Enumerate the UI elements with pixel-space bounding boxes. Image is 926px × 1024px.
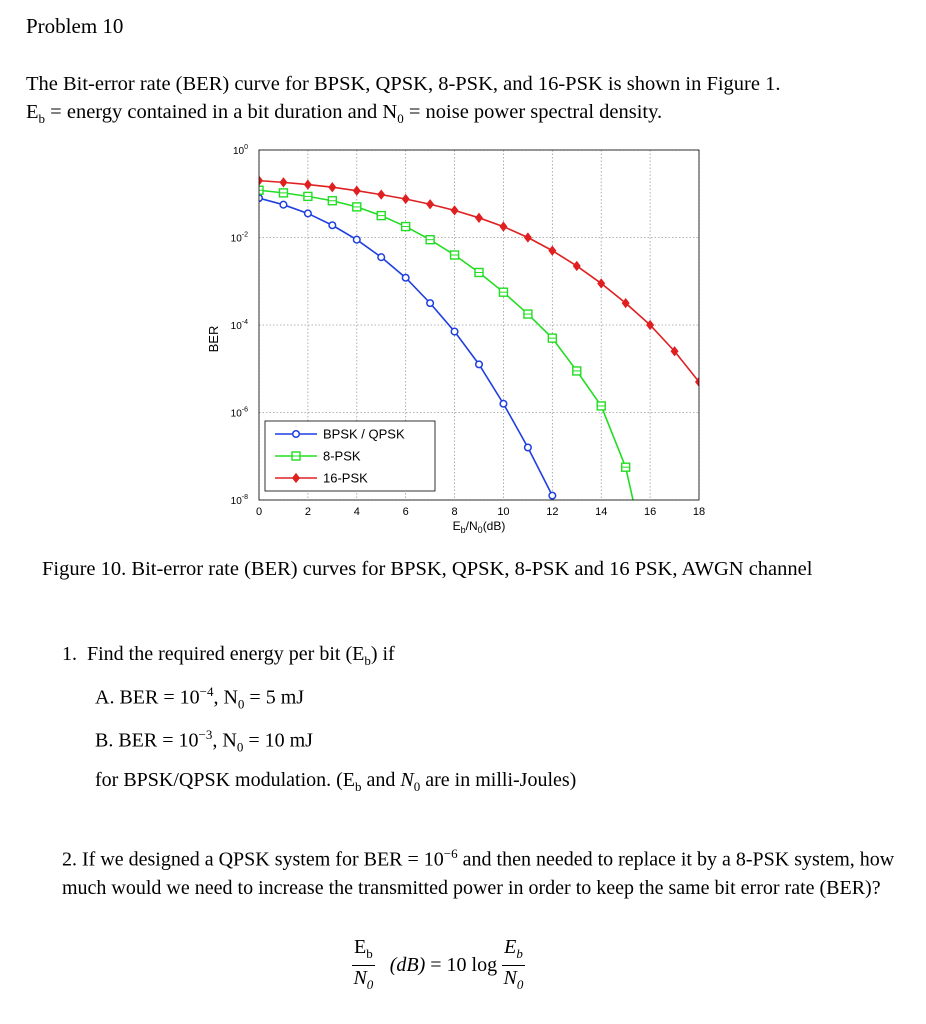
data-point-circle: [427, 300, 434, 307]
intro-line-1: The Bit-error rate (BER) curve for BPSK, QPSK, 8-PSK, and 16-PSK is shown in Figure 1.: [26, 73, 781, 95]
y-tick-base: 10: [232, 146, 245, 157]
x-tick-label: 2: [304, 506, 311, 518]
y-tick-exponent: -8: [241, 494, 248, 501]
x-tick-label: 8: [451, 506, 458, 518]
x-axis-label-part: E: [452, 519, 461, 533]
db-formula: [352, 936, 525, 997]
formula-lhs-fraction: $\frac{E_b}{N_0}$: [353, 936, 374, 992]
legend-label: 8-PSK: [323, 448, 361, 464]
y-tick-base: 10: [230, 496, 242, 507]
data-point-circle: [549, 492, 556, 499]
x-tick-label: 0: [255, 506, 263, 518]
formula-rhs-fraction: $\frac{E_b}{N_0}$: [503, 936, 524, 992]
y-tick-base: 10: [230, 321, 242, 332]
chart-legend: [265, 421, 435, 491]
x-axis-label: [453, 519, 506, 535]
question-2: 2. If we designed a QPSK system for BER = $10^{-6}$ and then needed to replace it by a 8-PSK system, how much would we need to increase the transmitted power in order to keep the same bit error rate (BER)?: [62, 846, 895, 899]
question-1-condition: for BPSK/QPSK modulation. ($E_b$ and $N_0$ are in milli-Joules): [95, 769, 577, 794]
x-axis-label-part: b: [460, 525, 466, 535]
x-tick-label: 14: [595, 506, 608, 518]
question-1a: A. BER = $10^{-4}$, $N_0 = 5$ mJ: [95, 684, 305, 712]
x-axis-label-part: 0: [477, 525, 483, 535]
data-point-circle: [451, 328, 458, 335]
data-point-circle: [329, 222, 336, 229]
data-point-circle: [280, 201, 287, 208]
problem-title: Problem 10: [26, 14, 124, 38]
x-tick-label: 6: [402, 506, 409, 518]
y-tick-label: [231, 494, 248, 507]
data-point-circle: [402, 274, 409, 281]
y-tick-label: [231, 232, 248, 245]
x-tick-label: 16: [643, 506, 657, 518]
x-tick-label: 4: [353, 506, 360, 518]
y-tick-exponent: -2: [241, 231, 248, 239]
ber-chart: [190, 138, 720, 538]
question-1b: B. BER = $10^{-3}$, $N_0 = 10$ mJ: [95, 727, 313, 755]
data-point-circle: [476, 361, 483, 368]
x-axis-label-part: /N: [465, 519, 478, 533]
y-tick-label: [231, 407, 248, 420]
data-point-circle: [378, 254, 385, 261]
data-point-circle: [500, 400, 507, 407]
data-point-circle: [305, 210, 312, 217]
data-point-circle: [525, 444, 532, 451]
x-tick-label: 10: [497, 506, 510, 518]
legend-label: BPSK / QPSK: [323, 426, 405, 442]
x-tick-label: 18: [692, 506, 706, 518]
legend-label: 16-PSK: [323, 470, 368, 486]
y-tick-base: 10: [230, 233, 242, 245]
data-point-circle: [353, 236, 360, 243]
question-1: 1. Find the required energy per bit $(E_b)$ if: [62, 643, 395, 668]
y-tick-exponent: -4: [241, 319, 248, 326]
figure-caption: Figure 10. Bit-error rate (BER) curves for BPSK, QPSK, 8-PSK and 16 PSK, AWGN channel: [42, 558, 813, 580]
y-tick-exponent: -6: [241, 406, 248, 414]
data-point-circle: [293, 431, 300, 438]
formula-equals: = 10 log: [425, 954, 498, 977]
y-axis-label: BER: [206, 325, 221, 353]
y-tick-exponent: 0: [244, 144, 248, 151]
x-axis-label-part: (dB): [482, 519, 506, 533]
intro-line-2: $E_b$ = energy contained in a bit duration and $N_0$ = noise power spectral density.: [26, 101, 663, 127]
y-tick-label: [231, 319, 248, 332]
y-tick-label: [233, 144, 248, 157]
x-tick-label: 12: [546, 506, 559, 518]
y-tick-base: 10: [230, 408, 242, 420]
formula-unit: (dB): [389, 954, 426, 977]
